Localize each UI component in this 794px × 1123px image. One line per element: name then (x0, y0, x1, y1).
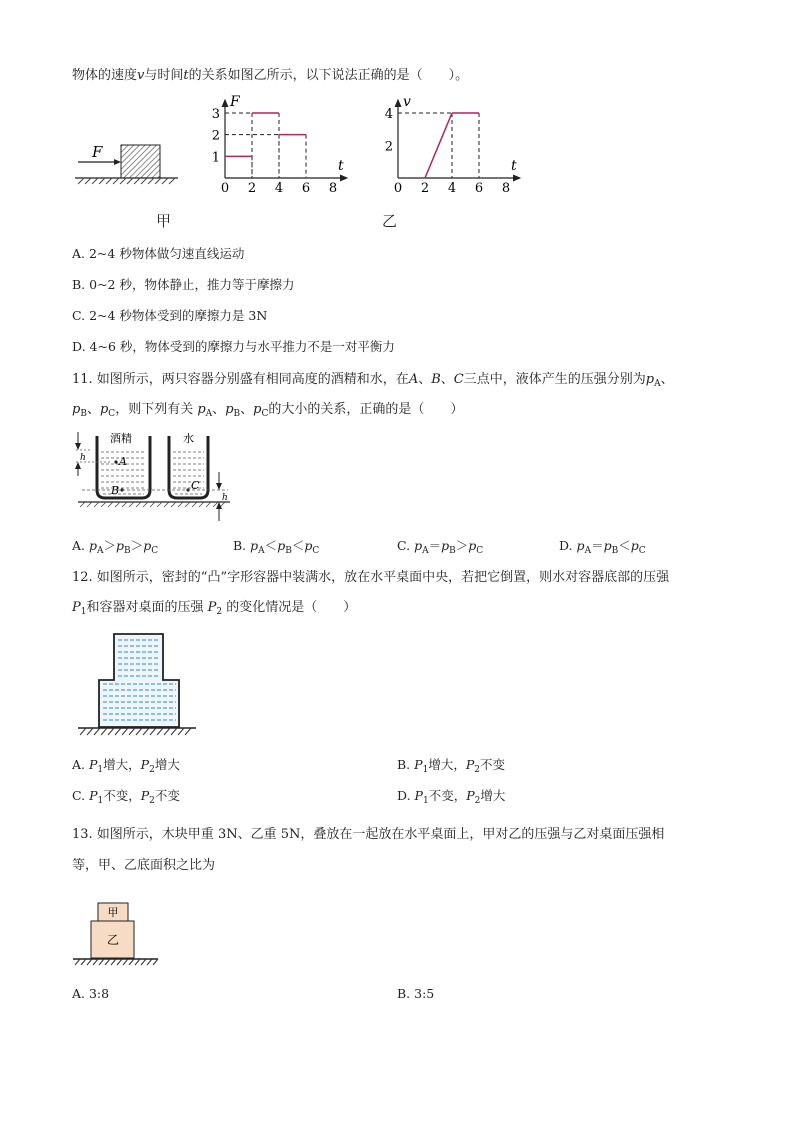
figure-jia-caption: 甲 (156, 212, 172, 230)
x-tick-label: 2 (420, 181, 430, 196)
q12-option-d[interactable]: D. $P_1$不变，$P_2$增大 (397, 788, 506, 806)
svg-text:乙: 乙 (106, 933, 120, 947)
svg-text:C: C (191, 479, 200, 492)
x-tick-label: 2 (247, 181, 257, 196)
graph-v-y-label: v (403, 94, 411, 110)
q13-option-b[interactable]: B. 3:5 (397, 986, 435, 1001)
q10-option-c[interactable]: C. 2~4 秒物体受到的摩擦力是 3N (72, 308, 268, 323)
convex-container (99, 634, 179, 727)
data-segment (425, 113, 452, 178)
graph-f-x-label: t (338, 158, 344, 174)
q12-stem-line1: 12. 如图所示，密封的“凸”字形容器中装满水，放在水平桌面中央，若把它倒置，则水对容器底部的压强 (72, 570, 670, 585)
x-tick-label: 6 (474, 181, 484, 196)
label-water: 水 (183, 432, 194, 445)
q10-option-b[interactable]: B. 0~2 秒，物体静止，推力等于摩擦力 (72, 277, 295, 292)
q12-option-b[interactable]: B. $P_1$增大，$P_2$不变 (397, 757, 505, 775)
q11-option-b[interactable]: B. $p_A<p_B<p_C$ (233, 538, 320, 556)
figure-yi-caption: 乙 (382, 212, 398, 230)
q12-stem-line2: $P_1$和容器对桌面的压强 $P_2$ 的变化情况是（ ） (72, 600, 357, 617)
h-label-left: h (80, 453, 86, 463)
q13-figure-blocks (70, 898, 165, 968)
q12-option-c[interactable]: C. $P_1$不变，$P_2$不变 (72, 788, 180, 806)
svg-text:B: B (111, 484, 120, 497)
x-tick-label: 6 (301, 181, 311, 196)
q11-option-d[interactable]: D. $p_A=p_B<p_C$ (559, 538, 646, 556)
force-label: F (92, 143, 103, 161)
point-a (114, 460, 117, 463)
y-tick-label: 3 (211, 107, 220, 122)
q12-option-a[interactable]: A. $P_1$增大，$P_2$增大 (72, 757, 180, 775)
x-tick-label: 4 (274, 181, 284, 196)
q11-option-a[interactable]: A. $p_A>p_B>p_C$ (72, 538, 159, 556)
q11-option-c[interactable]: C. $p_A=p_B>p_C$ (397, 538, 484, 556)
x-tick-label: 0 (393, 181, 403, 196)
x-tick-label: 8 (328, 181, 338, 196)
h-label-right: h (222, 493, 228, 503)
q11-figure-containers (68, 428, 238, 526)
q13-stem-line2: 等，甲、乙底面积之比为 (72, 858, 216, 873)
q13-stem-line1: 13. 如图所示，木块甲重 3N、乙重 5N，叠放在一起放在水平桌面上，甲对乙的压强与乙对桌面压强相 (72, 827, 665, 842)
q12-figure-container (76, 630, 206, 742)
x-tick-label: 0 (220, 181, 230, 196)
q10-option-a[interactable]: A. 2~4 秒物体做匀速直线运动 (72, 246, 245, 261)
graph-v-x-label: t (511, 158, 517, 174)
graph-f-y-label: F (230, 94, 240, 110)
block (121, 145, 160, 178)
q11-stem-line1: 11. 如图所示，两只容器分别盛有相同高度的酒精和水，在A、B、C三点中，液体产生的压强分别为$p_A$、 (72, 372, 674, 389)
q13-option-a[interactable]: A. 3:8 (72, 986, 110, 1001)
q10-option-d[interactable]: D. 4~6 秒，物体受到的摩擦力与水平推力不是一对平衡力 (72, 339, 395, 354)
q11-stem-line2: $p_B$、$p_C$，则下列有关 $p_A$、$p_B$、$p_C$的大小的关系，正确的是（ ） (72, 402, 464, 419)
x-tick-label: 8 (501, 181, 511, 196)
y-tick-label: 2 (211, 128, 220, 144)
q10-stem: 物体的速度v与时间t的关系如图乙所示，以下说法正确的是（ ）。 (72, 68, 469, 83)
y-tick-label: 2 (384, 139, 393, 155)
label-alcohol: 酒精 (110, 432, 132, 445)
x-tick-label: 4 (447, 181, 457, 196)
graph-v-t (378, 93, 533, 198)
y-tick-label: 4 (384, 107, 393, 122)
figure-jia-block (70, 135, 185, 185)
svg-text:A: A (119, 455, 127, 468)
y-tick-label: 1 (211, 150, 220, 166)
svg-text:甲: 甲 (107, 906, 119, 919)
graph-f-t (205, 93, 360, 198)
